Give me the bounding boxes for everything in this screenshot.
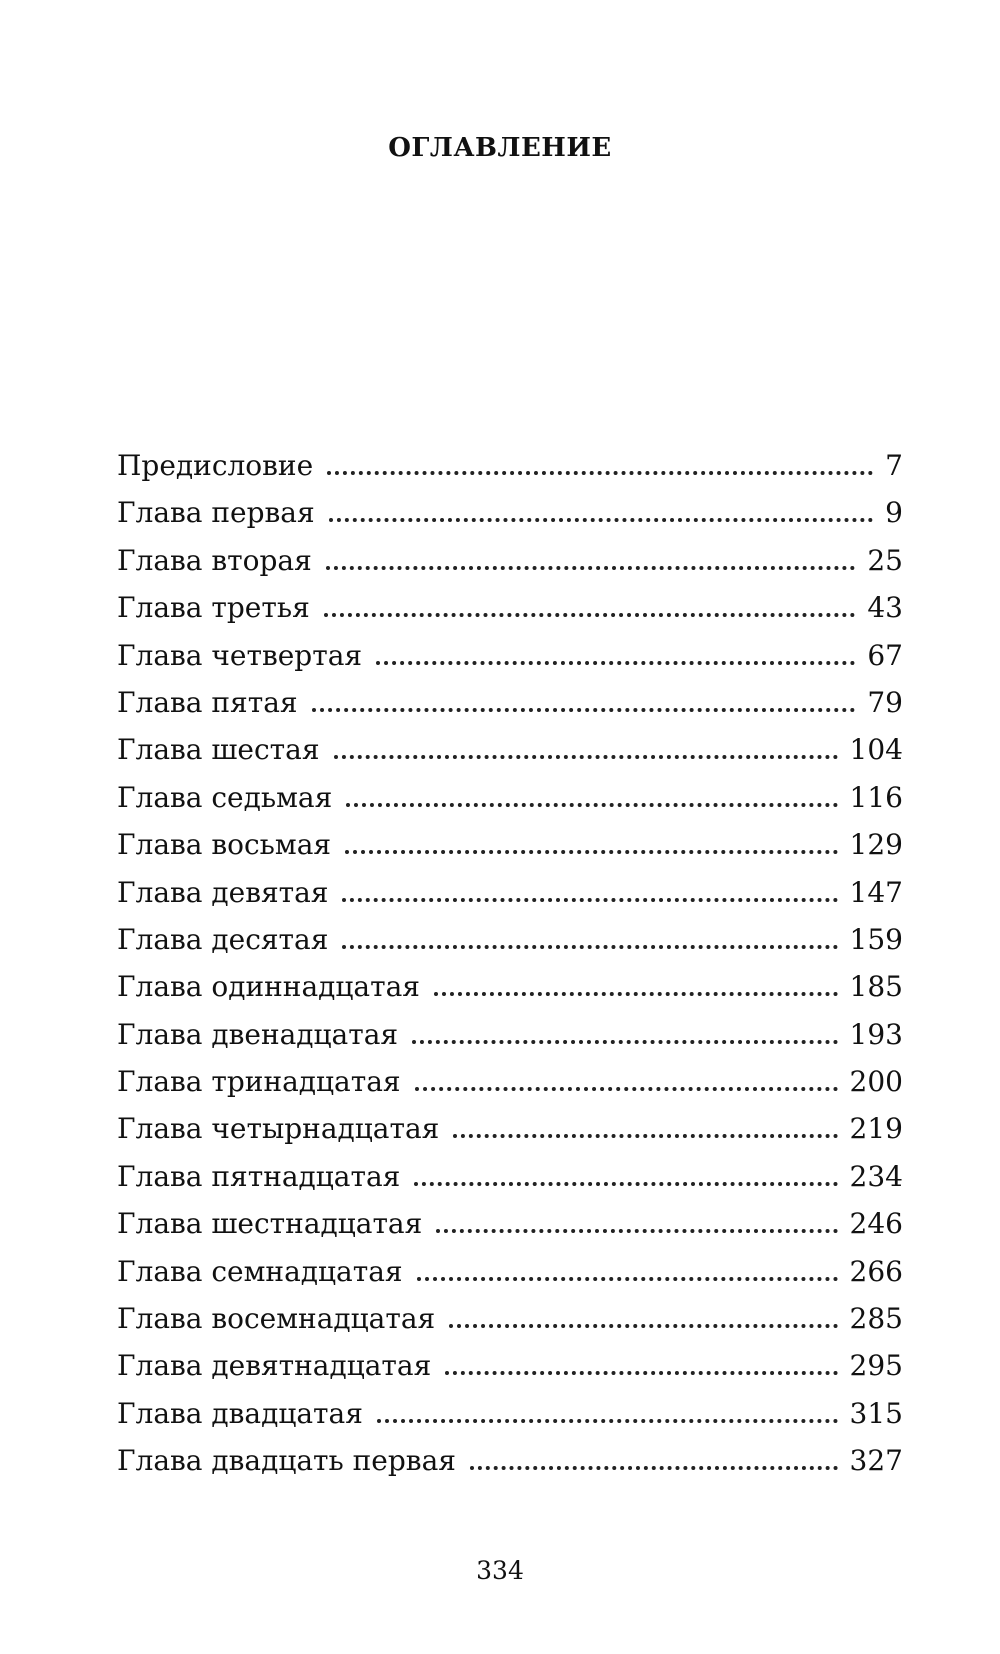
toc-entry-page: 315 — [849, 1396, 903, 1430]
toc-entry[interactable] — [117, 1437, 903, 1484]
toc-entry-label: Глава семнадцатая — [117, 1254, 403, 1288]
toc-entry-label: Глава первая — [117, 496, 315, 530]
toc-entry-page: 116 — [849, 780, 903, 814]
toc-entry-page: 147 — [849, 875, 903, 909]
toc-entry-page: 327 — [849, 1444, 903, 1478]
toc-leader-dots — [334, 755, 838, 759]
toc-entry[interactable] — [117, 489, 903, 536]
toc-leader-dots — [470, 1466, 838, 1470]
toc-entry-page: 129 — [849, 828, 903, 862]
toc-entry-page: 200 — [849, 1065, 903, 1099]
toc-entry-label: Глава восьмая — [117, 828, 332, 862]
toc-entry-page: 25 — [867, 543, 903, 577]
toc-entry[interactable] — [117, 1153, 903, 1200]
toc-entry-label: Предисловие — [117, 449, 314, 482]
table-of-contents — [117, 442, 903, 1485]
toc-entry-label: Глава девятая — [117, 875, 329, 909]
toc-leader-dots — [376, 661, 855, 665]
toc-entry-label: Глава четырнадцатая — [117, 1112, 440, 1146]
toc-entry-label: Глава тринадцатая — [117, 1065, 401, 1099]
toc-entry[interactable] — [117, 679, 903, 726]
toc-entry-page: 43 — [867, 591, 903, 625]
toc-entry[interactable] — [117, 537, 903, 584]
page-title: ОГЛАВЛЕНИЕ — [388, 133, 612, 164]
toc-leader-dots — [453, 1134, 837, 1138]
toc-entry-label: Глава двенадцатая — [117, 1017, 399, 1051]
toc-entry-page: 193 — [849, 1017, 903, 1051]
toc-leader-dots — [445, 1371, 837, 1375]
toc-entry-label: Глава девятнадцатая — [117, 1349, 432, 1383]
toc-entry[interactable] — [117, 584, 903, 631]
toc-entry[interactable] — [117, 916, 903, 963]
toc-entry-page: 219 — [849, 1112, 903, 1146]
toc-leader-dots — [345, 850, 837, 854]
toc-leader-dots — [342, 898, 837, 902]
toc-leader-dots — [449, 1324, 837, 1328]
toc-entry[interactable] — [117, 442, 903, 489]
toc-entry[interactable] — [117, 1295, 903, 1342]
toc-entry[interactable] — [117, 1011, 903, 1058]
toc-entry-page: 285 — [849, 1302, 903, 1336]
toc-entry[interactable] — [117, 963, 903, 1010]
toc-entry-page: 246 — [849, 1207, 903, 1241]
toc-leader-dots — [312, 708, 856, 712]
toc-leader-dots — [434, 992, 838, 996]
toc-leader-dots — [327, 471, 873, 475]
toc-entry-label: Глава двадцать первая — [117, 1444, 456, 1478]
toc-entry-label: Глава пятая — [117, 685, 298, 719]
toc-entry-label: Глава вторая — [117, 543, 312, 577]
toc-entry[interactable] — [117, 1248, 903, 1295]
toc-leader-dots — [326, 566, 856, 570]
toc-entry-label: Глава десятая — [117, 922, 329, 956]
toc-entry-label: Глава седьмая — [117, 780, 333, 814]
toc-entry-label: Глава пятнадцатая — [117, 1159, 401, 1193]
toc-entry[interactable] — [117, 1200, 903, 1247]
toc-entry[interactable] — [117, 1105, 903, 1152]
toc-leader-dots — [324, 613, 856, 617]
toc-leader-dots — [329, 518, 874, 522]
toc-entry-page: 9 — [885, 496, 903, 530]
toc-leader-dots — [436, 1229, 837, 1233]
toc-leader-dots — [414, 1182, 837, 1186]
toc-entry-label: Глава третья — [117, 591, 310, 625]
toc-entry-page: 295 — [849, 1349, 903, 1383]
toc-entry-page: 234 — [849, 1159, 903, 1193]
toc-entry-label: Глава четвертая — [117, 638, 363, 672]
toc-entry[interactable] — [117, 774, 903, 821]
toc-leader-dots — [342, 945, 837, 949]
toc-entry-label: Глава шестнадцатая — [117, 1207, 423, 1241]
toc-entry[interactable] — [117, 821, 903, 868]
toc-entry[interactable] — [117, 869, 903, 916]
toc-entry-label: Глава двадцатая — [117, 1396, 363, 1430]
toc-entry-page: 185 — [849, 970, 903, 1004]
toc-entry-page: 67 — [867, 638, 903, 672]
toc-leader-dots — [417, 1277, 838, 1281]
toc-leader-dots — [412, 1040, 837, 1044]
toc-entry-page: 79 — [867, 685, 903, 719]
page-number: 334 — [476, 1556, 524, 1585]
toc-entry-page: 7 — [885, 449, 903, 482]
toc-leader-dots — [346, 803, 837, 807]
toc-entry-label: Глава шестая — [117, 733, 320, 767]
toc-entry-label: Глава одиннадцатая — [117, 970, 420, 1004]
toc-entry-label: Глава восемнадцатая — [117, 1302, 436, 1336]
toc-leader-dots — [377, 1419, 838, 1423]
toc-entry[interactable] — [117, 1058, 903, 1105]
toc-entry-page: 104 — [849, 733, 903, 767]
toc-entry[interactable] — [117, 1342, 903, 1389]
toc-entry[interactable] — [117, 726, 903, 773]
toc-entry-page: 159 — [849, 922, 903, 956]
toc-entry-page: 266 — [849, 1254, 903, 1288]
toc-entry[interactable] — [117, 1390, 903, 1437]
toc-leader-dots — [415, 1087, 838, 1091]
toc-entry[interactable] — [117, 632, 903, 679]
